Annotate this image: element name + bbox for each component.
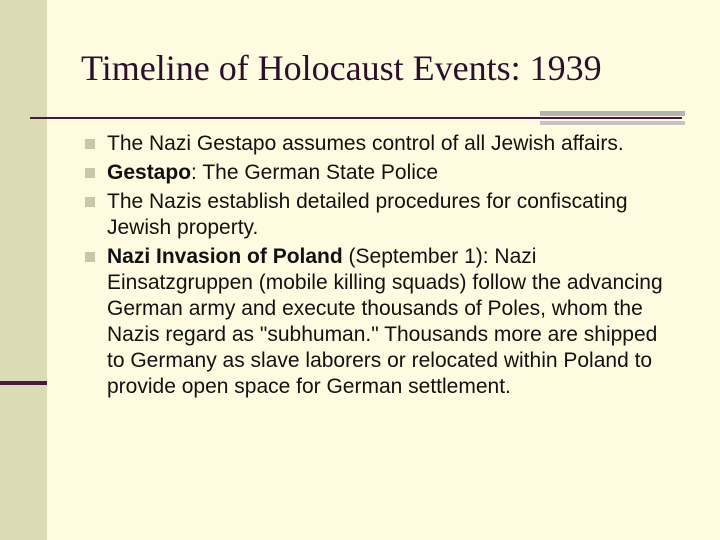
- left-side-band: [0, 0, 47, 540]
- square-bullet-icon: [85, 139, 95, 149]
- bullet-text: The Nazis establish detailed procedures for confiscating Jewish property.: [107, 190, 628, 239]
- bullet-item: [85, 244, 665, 400]
- title-rule-gray-bottom: [540, 121, 685, 125]
- square-bullet-icon: [85, 252, 95, 262]
- bullet-text: (September 1): Nazi Einsatzgruppen (mobile killing squads) follow the advancing German army and execute thousands of Poles, whom the Nazis regard as "subhuman." Thousands more are shipped to Germany as slave laborers or relocated within Poland to provide open space for German settlement.: [107, 245, 663, 398]
- bullet-item: [85, 160, 665, 186]
- bullet-list: [85, 131, 665, 403]
- bullet-item: [85, 131, 665, 157]
- title-rule: [30, 117, 682, 119]
- bullet-item: [85, 189, 665, 241]
- bullet-bold-term: Gestapo: [107, 161, 192, 184]
- slide-title: Timeline of Holocaust Events: 1939: [81, 48, 602, 88]
- bullet-bold-term: Nazi Invasion of Poland: [107, 245, 343, 268]
- square-bullet-icon: [85, 168, 95, 178]
- title-rule-gray-top: [540, 111, 685, 116]
- bullet-text: The Nazi Gestapo assumes control of all Jewish affairs.: [107, 132, 624, 155]
- square-bullet-icon: [85, 197, 95, 207]
- bullet-text: : The German State Police: [191, 161, 439, 184]
- left-band-accent-line: [0, 381, 47, 385]
